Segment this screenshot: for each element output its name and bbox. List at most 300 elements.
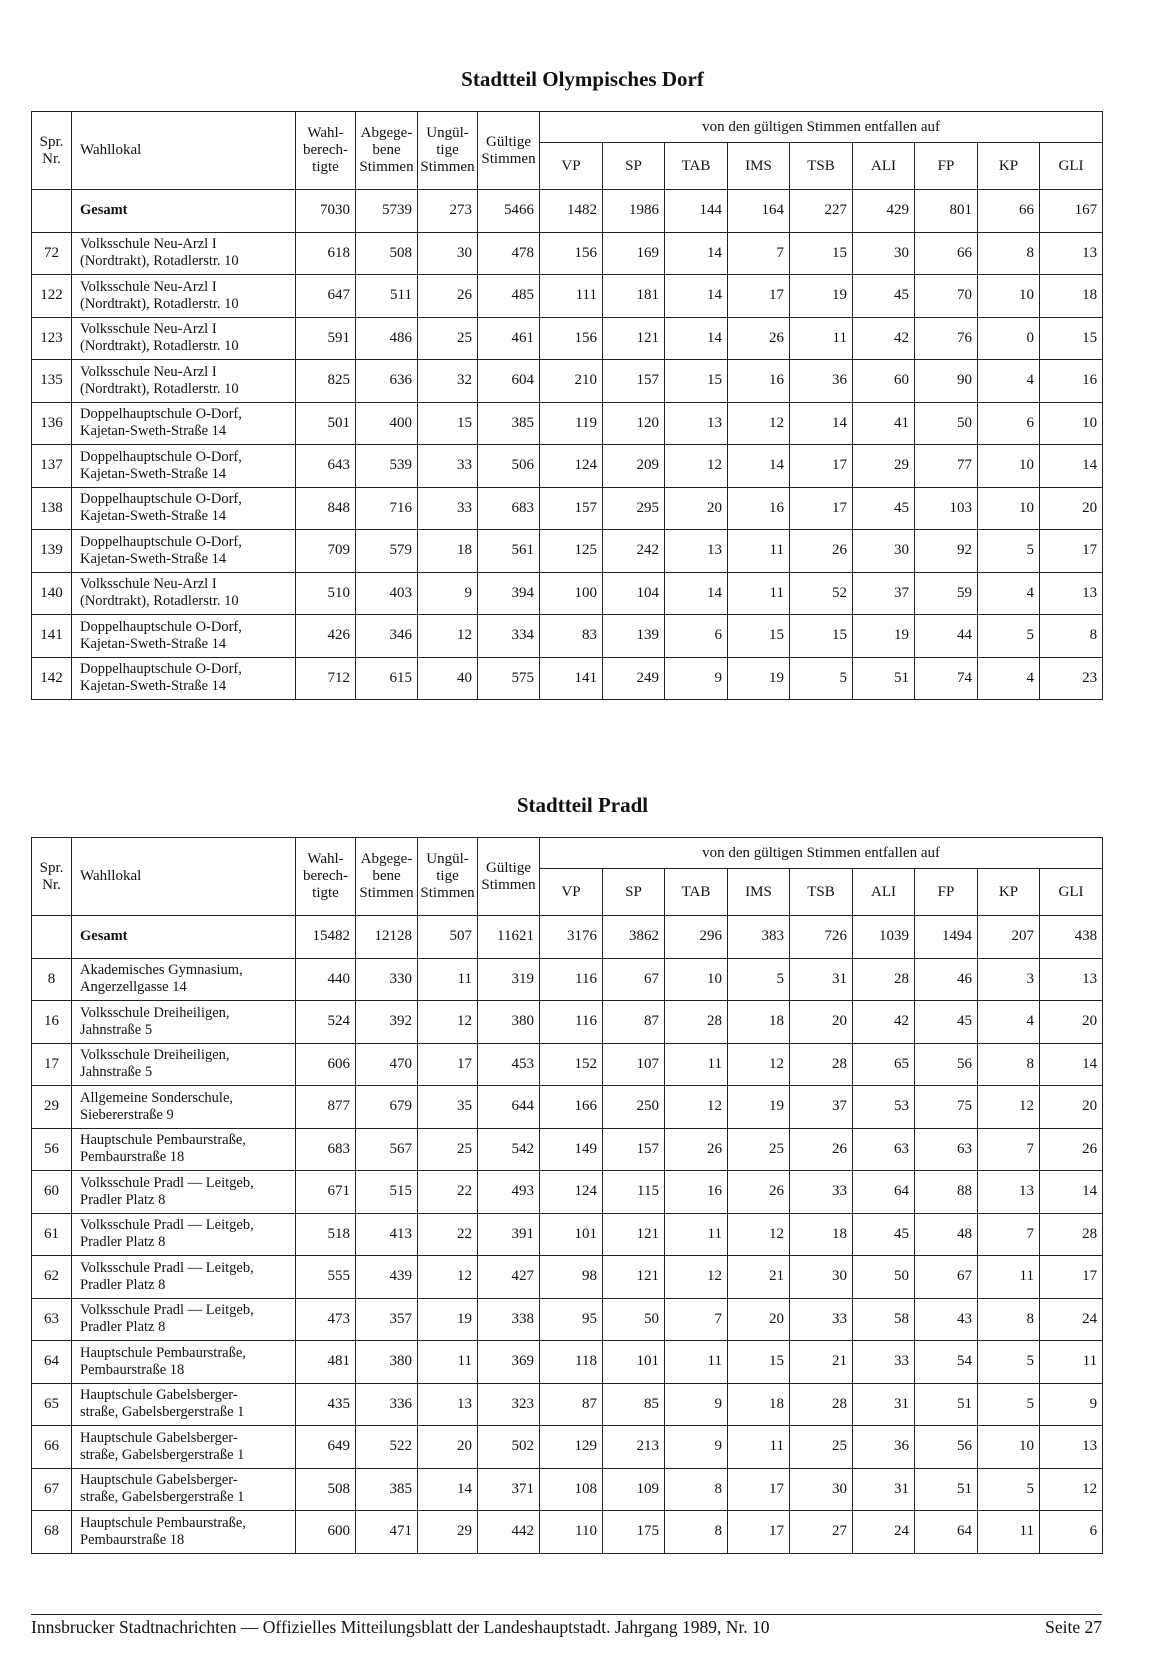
row-value: 48 (915, 1213, 978, 1256)
header-spr-nr: Spr. Nr. (32, 838, 72, 916)
row-value: 43 (915, 1298, 978, 1341)
row-value: 29 (418, 1511, 478, 1554)
row-value: 502 (478, 1426, 540, 1469)
row-value: 17 (1040, 1256, 1103, 1299)
row-value: 14 (665, 275, 728, 318)
row-value: 508 (296, 1468, 356, 1511)
row-value: 33 (418, 445, 478, 488)
row-value: 6 (1040, 1511, 1103, 1554)
row-value: 70 (915, 275, 978, 318)
row-value: 26 (790, 1128, 853, 1171)
row-value: 435 (296, 1383, 356, 1426)
row-value: 8 (978, 1043, 1040, 1086)
row-value: 60 (853, 360, 915, 403)
table-row (32, 1043, 1103, 1086)
row-wahllokal-line2: (Nordtrakt), Rotadlerstr. 10 (80, 295, 239, 312)
row-value: 323 (478, 1383, 540, 1426)
table-row (32, 1171, 1103, 1214)
row-wahllokal-line2: Pradler Platz 8 (80, 1319, 166, 1336)
row-value: 28 (790, 1383, 853, 1426)
row-value: 26 (728, 1171, 790, 1214)
row-spr-nr: 61 (32, 1213, 72, 1256)
row-spr-nr: 8 (32, 958, 72, 1001)
row-value: 157 (603, 360, 665, 403)
row-value: 11 (978, 1256, 1040, 1299)
header-gueltige-stimmen: Gültige Stimmen (478, 112, 540, 190)
row-wahllokal (72, 1043, 296, 1086)
row-value: 90 (915, 360, 978, 403)
row-value: 242 (603, 530, 665, 573)
row-value: 28 (790, 1043, 853, 1086)
total-row (32, 916, 1103, 959)
header-party-vp: VP (540, 143, 603, 190)
row-value: 141 (540, 657, 603, 700)
row-value: 20 (1040, 1086, 1103, 1129)
row-spr-nr: 29 (32, 1086, 72, 1129)
row-value: 403 (356, 572, 418, 615)
row-value: 166 (540, 1086, 603, 1129)
row-spr-nr: 16 (32, 1001, 72, 1044)
row-value: 508 (356, 232, 418, 275)
row-value: 101 (540, 1213, 603, 1256)
row-value: 643 (296, 445, 356, 488)
row-value: 334 (478, 615, 540, 658)
row-value: 511 (356, 275, 418, 318)
table-row (32, 530, 1103, 573)
row-wahllokal-line2: straße, Gabelsbergerstraße 1 (80, 1404, 245, 1421)
row-spr-nr: 63 (32, 1298, 72, 1341)
row-value: 32 (418, 360, 478, 403)
row-value: 485 (478, 275, 540, 318)
row-value: 156 (540, 317, 603, 360)
row-value: 825 (296, 360, 356, 403)
row-wahllokal-line1: Volksschule Pradl — Leitgeb, (80, 1217, 254, 1234)
row-value: 461 (478, 317, 540, 360)
row-wahllokal-line2: Pembaurstraße 18 (80, 1531, 185, 1548)
row-value: 157 (540, 487, 603, 530)
row-value: 6 (665, 615, 728, 658)
row-value: 671 (296, 1171, 356, 1214)
header-party-tsb: TSB (790, 869, 853, 916)
header-party-fp: FP (915, 869, 978, 916)
row-value: 10 (978, 1426, 1040, 1469)
row-value: 23 (1040, 657, 1103, 700)
row-value: 25 (790, 1426, 853, 1469)
row-value: 77 (915, 445, 978, 488)
row-value: 486 (356, 317, 418, 360)
row-value: 5 (978, 615, 1040, 658)
row-value: 518 (296, 1213, 356, 1256)
row-value: 647 (296, 275, 356, 318)
total-value: 227 (790, 190, 853, 233)
row-wahllokal-line2: Kajetan-Sweth-Straße 14 (80, 678, 227, 695)
total-label: Gesamt (72, 916, 296, 959)
row-wahllokal (72, 1511, 296, 1554)
total-nr (32, 916, 72, 959)
row-value: 385 (356, 1468, 418, 1511)
row-wahllokal-line2: Pembaurstraße 18 (80, 1149, 185, 1166)
row-value: 8 (978, 232, 1040, 275)
row-value: 121 (603, 1256, 665, 1299)
row-value: 679 (356, 1086, 418, 1129)
header-wahlberechtigte: Wahl- berech- tigte (296, 112, 356, 190)
row-value: 5 (978, 530, 1040, 573)
row-value: 30 (853, 530, 915, 573)
table-row (32, 317, 1103, 360)
header-party-gli: GLI (1040, 143, 1103, 190)
row-value: 149 (540, 1128, 603, 1171)
total-value: 5466 (478, 190, 540, 233)
table-row (32, 1001, 1103, 1044)
row-wahllokal-line1: Volksschule Neu-Arzl I (80, 321, 217, 338)
table-olympisches-dorf (31, 111, 1103, 700)
row-spr-nr: 122 (32, 275, 72, 318)
row-value: 330 (356, 958, 418, 1001)
row-value: 683 (296, 1128, 356, 1171)
row-value: 20 (665, 487, 728, 530)
row-value: 5 (978, 1341, 1040, 1384)
table-row (32, 657, 1103, 700)
row-wahllokal (72, 1298, 296, 1341)
row-value: 20 (728, 1298, 790, 1341)
row-value: 400 (356, 402, 418, 445)
row-value: 104 (603, 572, 665, 615)
row-value: 19 (790, 275, 853, 318)
row-value: 26 (790, 530, 853, 573)
row-value: 109 (603, 1468, 665, 1511)
table-row (32, 1511, 1103, 1554)
row-wahllokal-line1: Doppelhauptschule O-Dorf, (80, 661, 242, 678)
row-value: 4 (978, 360, 1040, 403)
row-value: 15 (728, 615, 790, 658)
row-value: 119 (540, 402, 603, 445)
row-value: 18 (1040, 275, 1103, 318)
row-value: 15 (790, 232, 853, 275)
row-value: 575 (478, 657, 540, 700)
row-value: 121 (603, 317, 665, 360)
header-ungueltige-stimmen: Ungül- tige Stimmen (418, 112, 478, 190)
row-value: 35 (418, 1086, 478, 1129)
table-row (32, 1298, 1103, 1341)
row-wahllokal-line1: Volksschule Neu-Arzl I (80, 363, 217, 380)
row-value: 14 (418, 1468, 478, 1511)
row-value: 45 (915, 1001, 978, 1044)
row-value: 15 (418, 402, 478, 445)
row-value: 649 (296, 1426, 356, 1469)
row-value: 41 (853, 402, 915, 445)
row-wahllokal-line1: Hauptschule Pembaurstraße, (80, 1344, 246, 1361)
header-party-kp: KP (978, 869, 1040, 916)
row-value: 716 (356, 487, 418, 530)
row-spr-nr: 141 (32, 615, 72, 658)
row-value: 11 (978, 1511, 1040, 1554)
header-wahllokal: Wahllokal (72, 838, 296, 916)
row-value: 567 (356, 1128, 418, 1171)
row-value: 118 (540, 1341, 603, 1384)
row-value: 31 (853, 1468, 915, 1511)
row-value: 371 (478, 1468, 540, 1511)
row-value: 18 (728, 1383, 790, 1426)
row-value: 6 (978, 402, 1040, 445)
row-value: 108 (540, 1468, 603, 1511)
row-value: 66 (915, 232, 978, 275)
row-value: 591 (296, 317, 356, 360)
row-value: 15 (728, 1341, 790, 1384)
row-wahllokal (72, 1213, 296, 1256)
row-spr-nr: 17 (32, 1043, 72, 1086)
row-value: 42 (853, 1001, 915, 1044)
row-value: 9 (418, 572, 478, 615)
table-row (32, 1128, 1103, 1171)
row-value: 58 (853, 1298, 915, 1341)
total-value: 438 (1040, 916, 1103, 959)
total-value: 1039 (853, 916, 915, 959)
header-party-tab: TAB (665, 869, 728, 916)
row-value: 10 (1040, 402, 1103, 445)
header-ungueltige-stimmen: Ungül- tige Stimmen (418, 838, 478, 916)
row-value: 36 (790, 360, 853, 403)
row-spr-nr: 68 (32, 1511, 72, 1554)
header-wahlberechtigte: Wahl- berech- tigte (296, 838, 356, 916)
row-value: 0 (978, 317, 1040, 360)
row-value: 471 (356, 1511, 418, 1554)
row-wahllokal-line2: straße, Gabelsbergerstraße 1 (80, 1489, 245, 1506)
row-wahllokal (72, 958, 296, 1001)
table-row (32, 1426, 1103, 1469)
row-spr-nr: 137 (32, 445, 72, 488)
row-value: 44 (915, 615, 978, 658)
row-wahllokal (72, 1468, 296, 1511)
row-value: 120 (603, 402, 665, 445)
row-value: 357 (356, 1298, 418, 1341)
row-value: 139 (603, 615, 665, 658)
row-value: 14 (1040, 1171, 1103, 1214)
row-wahllokal (72, 445, 296, 488)
row-value: 87 (540, 1383, 603, 1426)
row-value: 8 (665, 1511, 728, 1554)
row-value: 473 (296, 1298, 356, 1341)
total-value: 1986 (603, 190, 665, 233)
section-title-pradl: Stadtteil Pradl (516, 793, 649, 817)
header-party-ims: IMS (728, 143, 790, 190)
row-value: 181 (603, 275, 665, 318)
footer-page-number: Seite 27 (1045, 1617, 1102, 1637)
row-value: 493 (478, 1171, 540, 1214)
table-row (32, 572, 1103, 615)
row-value: 5 (978, 1383, 1040, 1426)
row-spr-nr: 72 (32, 232, 72, 275)
row-value: 22 (418, 1213, 478, 1256)
row-value: 394 (478, 572, 540, 615)
row-value: 13 (1040, 572, 1103, 615)
header-party-vp: VP (540, 869, 603, 916)
row-value: 20 (1040, 1001, 1103, 1044)
total-value: 1494 (915, 916, 978, 959)
total-value: 3862 (603, 916, 665, 959)
row-value: 22 (418, 1171, 478, 1214)
row-value: 11 (665, 1043, 728, 1086)
row-value: 111 (540, 275, 603, 318)
row-value: 83 (540, 615, 603, 658)
row-value: 59 (915, 572, 978, 615)
row-value: 19 (728, 657, 790, 700)
row-value: 29 (853, 445, 915, 488)
row-value: 615 (356, 657, 418, 700)
row-value: 10 (978, 487, 1040, 530)
row-value: 25 (728, 1128, 790, 1171)
row-wahllokal-line1: Doppelhauptschule O-Dorf, (80, 491, 242, 508)
row-value: 13 (1040, 232, 1103, 275)
row-wahllokal-line1: Volksschule Neu-Arzl I (80, 236, 217, 253)
row-wahllokal-line2: Kajetan-Sweth-Straße 14 (80, 423, 227, 440)
row-wahllokal-line2: Pembaurstraße 18 (80, 1361, 185, 1378)
row-value: 51 (853, 657, 915, 700)
row-value: 7 (728, 232, 790, 275)
row-spr-nr: 123 (32, 317, 72, 360)
row-wahllokal-line1: Akademisches Gymnasium, (80, 962, 243, 979)
total-value: 207 (978, 916, 1040, 959)
row-value: 17 (790, 445, 853, 488)
row-value: 7 (978, 1213, 1040, 1256)
row-value: 36 (853, 1426, 915, 1469)
row-value: 14 (1040, 445, 1103, 488)
row-wahllokal (72, 1086, 296, 1129)
row-value: 338 (478, 1298, 540, 1341)
row-value: 18 (418, 530, 478, 573)
row-value: 14 (665, 572, 728, 615)
total-value: 801 (915, 190, 978, 233)
row-value: 107 (603, 1043, 665, 1086)
row-value: 16 (665, 1171, 728, 1214)
row-value: 709 (296, 530, 356, 573)
row-value: 63 (853, 1128, 915, 1171)
row-spr-nr: 135 (32, 360, 72, 403)
row-wahllokal (72, 530, 296, 573)
row-value: 87 (603, 1001, 665, 1044)
table-row (32, 1383, 1103, 1426)
row-value: 24 (853, 1511, 915, 1554)
table-row (32, 1256, 1103, 1299)
row-value: 45 (853, 1213, 915, 1256)
total-value: 383 (728, 916, 790, 959)
row-value: 9 (1040, 1383, 1103, 1426)
row-value: 30 (790, 1468, 853, 1511)
row-wahllokal-line1: Hauptschule Pembaurstraße, (80, 1132, 246, 1149)
row-wahllokal-line1: Volksschule Dreiheiligen, (80, 1047, 230, 1064)
row-value: 391 (478, 1213, 540, 1256)
row-wahllokal (72, 1256, 296, 1299)
row-spr-nr: 60 (32, 1171, 72, 1214)
row-wahllokal (72, 317, 296, 360)
header-abgegebene-stimmen: Abgege- bene Stimmen (356, 112, 418, 190)
row-value: 426 (296, 615, 356, 658)
row-value: 103 (915, 487, 978, 530)
row-value: 16 (728, 360, 790, 403)
row-value: 50 (853, 1256, 915, 1299)
row-value: 11 (418, 958, 478, 1001)
row-wahllokal-line2: Kajetan-Sweth-Straße 14 (80, 550, 227, 567)
row-value: 606 (296, 1043, 356, 1086)
row-wahllokal-line1: Volksschule Neu-Arzl I (80, 278, 217, 295)
row-value: 24 (1040, 1298, 1103, 1341)
row-value: 8 (978, 1298, 1040, 1341)
row-value: 561 (478, 530, 540, 573)
row-wahllokal (72, 615, 296, 658)
row-spr-nr: 65 (32, 1383, 72, 1426)
row-value: 10 (665, 958, 728, 1001)
row-value: 7 (978, 1128, 1040, 1171)
row-value: 11 (728, 530, 790, 573)
row-value: 524 (296, 1001, 356, 1044)
row-value: 65 (853, 1043, 915, 1086)
row-value: 295 (603, 487, 665, 530)
row-value: 13 (665, 530, 728, 573)
total-value: 7030 (296, 190, 356, 233)
row-wahllokal (72, 1426, 296, 1469)
row-wahllokal-line2: Siebererstraße 9 (80, 1106, 174, 1123)
table-row (32, 1213, 1103, 1256)
row-value: 470 (356, 1043, 418, 1086)
row-value: 19 (728, 1086, 790, 1129)
row-wahllokal-line1: Volksschule Pradl — Leitgeb, (80, 1302, 254, 1319)
row-wahllokal (72, 657, 296, 700)
header-party-sp: SP (603, 869, 665, 916)
row-value: 618 (296, 232, 356, 275)
row-value: 17 (790, 487, 853, 530)
row-value: 20 (1040, 487, 1103, 530)
row-value: 210 (540, 360, 603, 403)
row-value: 5 (790, 657, 853, 700)
row-value: 175 (603, 1511, 665, 1554)
row-value: 13 (665, 402, 728, 445)
total-value: 3176 (540, 916, 603, 959)
row-wahllokal-line1: Doppelhauptschule O-Dorf, (80, 618, 242, 635)
row-wahllokal (72, 402, 296, 445)
row-wahllokal (72, 275, 296, 318)
row-value: 14 (728, 445, 790, 488)
row-value: 51 (915, 1383, 978, 1426)
row-wahllokal-line2: straße, Gabelsbergerstraße 1 (80, 1446, 245, 1463)
row-value: 51 (915, 1468, 978, 1511)
row-wahllokal-line2: Jahnstraße 5 (80, 1064, 153, 1081)
footer-rule (31, 1614, 1102, 1615)
row-value: 20 (790, 1001, 853, 1044)
row-value: 25 (418, 317, 478, 360)
row-wahllokal-line1: Hauptschule Gabelsberger- (80, 1387, 238, 1404)
row-value: 30 (418, 232, 478, 275)
row-value: 121 (603, 1213, 665, 1256)
row-value: 453 (478, 1043, 540, 1086)
row-value: 95 (540, 1298, 603, 1341)
row-value: 11 (665, 1341, 728, 1384)
row-value: 10 (978, 445, 1040, 488)
row-value: 64 (915, 1511, 978, 1554)
row-wahllokal-line2: Kajetan-Sweth-Straße 14 (80, 465, 227, 482)
section-title-olympisches-dorf: Stadtteil Olympisches Dorf (461, 67, 704, 91)
row-value: 33 (853, 1341, 915, 1384)
row-value: 56 (915, 1426, 978, 1469)
row-wahllokal-line2: Jahnstraße 5 (80, 1021, 153, 1038)
row-value: 478 (478, 232, 540, 275)
row-value: 25 (418, 1128, 478, 1171)
row-value: 644 (478, 1086, 540, 1129)
row-value: 13 (1040, 958, 1103, 1001)
row-value: 12 (665, 445, 728, 488)
row-wahllokal (72, 1001, 296, 1044)
row-wahllokal (72, 1341, 296, 1384)
table-row (32, 1468, 1103, 1511)
row-value: 53 (853, 1086, 915, 1129)
